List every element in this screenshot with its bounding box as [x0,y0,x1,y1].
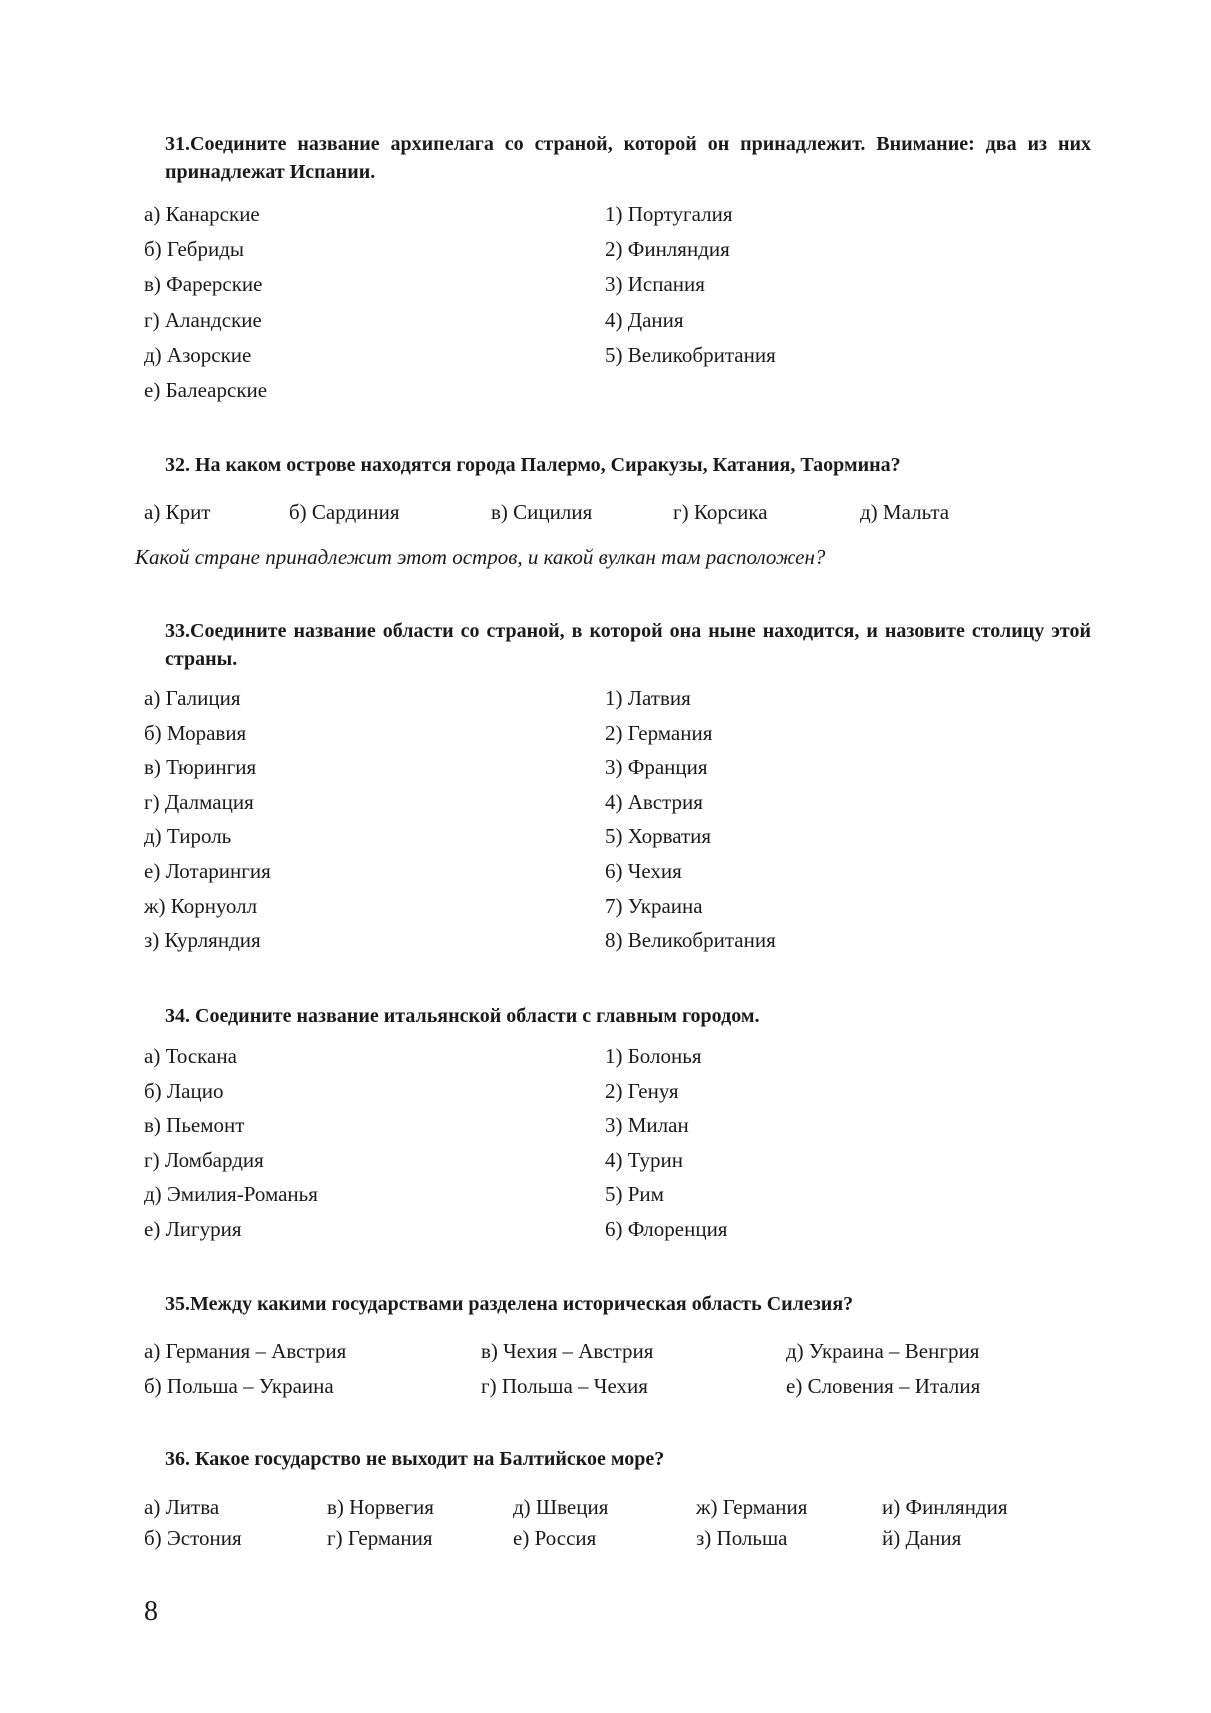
q34-left-item: в) Пьемонт [144,1113,245,1138]
q32-option: а) Крит [144,500,211,524]
q33-right-item: 2) Германия [605,720,713,745]
q34-right-item: 2) Генуя [605,1078,679,1103]
q34-left-item: а) Тоскана [144,1044,237,1068]
q36-option: г) Германия [327,1526,433,1550]
q33-right-item: 5) Хорватия [605,824,712,849]
q34-title: 34. Соедините название итальянской области с главным городом. [165,1005,760,1027]
q31-right-item: 2) Финляндия [605,237,730,262]
q33-left-item: е) Лотарингия [144,859,271,883]
q32-option: д) Мальта [860,500,950,524]
q34-right-item: 1) Болонья [605,1044,702,1068]
q32-title: 32. На каком острове находятся города Палермо, Сиракузы, Катания, Таормина? [165,454,901,476]
q33-right-item: 1) Латвия [605,686,691,710]
q34-right-item: 6) Флоренция [605,1217,728,1241]
q35-title: 35.Между какими государствами разделена историческая область Силезия? [165,1293,854,1315]
q33-right-item: 8) Великобритания [605,928,776,953]
q36-option: и) Финляндия [882,1495,1008,1519]
q32-followup: Какой стране принадлежит этот остров, и какой вулкан там расположен? [135,545,826,569]
q34-left-item: б) Лацио [144,1078,224,1103]
q33-right-item: 6) Чехия [605,859,682,883]
q33-title: 33.Соедините название области со страной, в которой она ныне находится, и назовите столицу этой страны. [165,620,1091,670]
q35-option: а) Германия – Австрия [144,1339,347,1363]
q33-left-item: в) Тюрингия [144,755,257,780]
q31-right-item: 3) Испания [605,272,705,297]
q35-option: б) Польша – Украина [144,1374,334,1398]
q32-option: б) Сардиния [289,500,400,524]
q31-title: 31.Соедините название архипелага со страной, которой он принадлежит. Внимание: два из них принадлежат Испании. [165,133,1091,183]
q36-option: з) Польша [696,1526,788,1550]
q33-left-item: д) Тироль [144,824,232,849]
q33-left-item: ж) Корнуолл [144,893,258,918]
q31-right-item: 5) Великобритания [605,342,776,367]
q33-right-item: 3) Франция [605,755,708,780]
q34-right-item: 3) Милан [605,1113,689,1138]
q31-right-item: 1) Португалия [605,202,733,226]
q31-left-item: а) Канарские [144,202,260,226]
q33-right-item: 4) Австрия [605,789,703,814]
q36-option: е) Россия [513,1526,597,1550]
q32-option: г) Корсика [673,500,768,524]
q36-title: 36. Какое государство не выходит на Балтийское море? [165,1448,665,1470]
q33-left-item: г) Далмация [144,789,254,814]
q35-option: в) Чехия – Австрия [481,1339,654,1363]
q34-right-item: 5) Рим [605,1182,664,1207]
q36-option: б) Эстония [144,1526,242,1550]
q32-option: в) Сицилия [491,500,593,524]
q36-option: в) Норвегия [327,1495,434,1519]
q33-right-item: 7) Украина [605,893,703,918]
q34-left-item: г) Ломбардия [144,1147,264,1172]
q34-right-item: 4) Турин [605,1147,684,1172]
q35-option: г) Польша – Чехия [481,1374,648,1398]
q31-right-item: 4) Дания [605,307,684,332]
q31-left-item: е) Балеарские [144,378,268,402]
q36-option: д) Швеция [513,1495,609,1519]
q34-left-item: е) Лигурия [144,1217,242,1241]
q35-option: д) Украина – Венгрия [786,1339,980,1363]
q31-left-item: г) Аландские [144,307,262,332]
q34-left-item: д) Эмилия-Романья [144,1182,318,1207]
q33-left-item: з) Курляндия [144,928,261,953]
q36-option: ж) Германия [696,1495,808,1519]
page-number: 8 [144,1596,158,1627]
q33-left-item: а) Галиция [144,686,241,710]
q36-option: а) Литва [144,1495,220,1519]
q33-left-item: б) Моравия [144,720,247,745]
q31-left-item: в) Фарерские [144,272,263,297]
q35-option: е) Словения – Италия [786,1374,981,1398]
q31-left-item: б) Гебриды [144,237,245,262]
q36-option: й) Дания [882,1526,962,1550]
q31-left-item: д) Азорские [144,342,252,367]
